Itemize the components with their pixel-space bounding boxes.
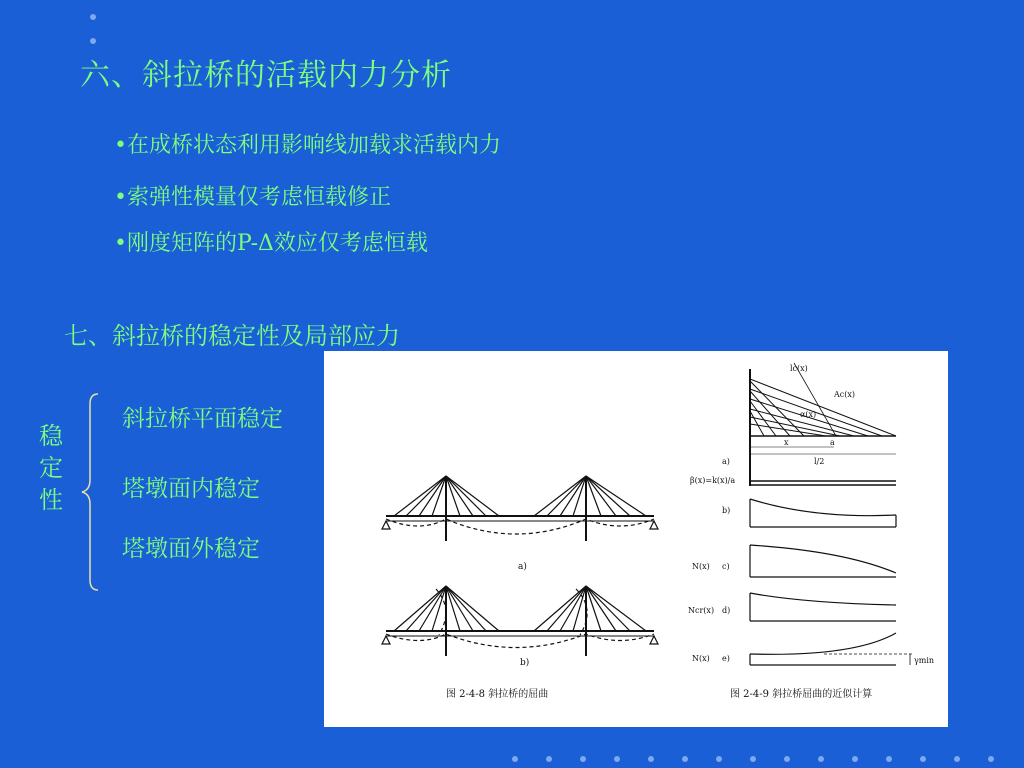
bullet-item: •在成桥状态利用影响线加载求活载内力 <box>114 133 501 158</box>
decor-dot <box>920 756 926 762</box>
decor-dot <box>614 756 620 762</box>
section7-title: 七、斜拉桥的稳定性及局部应力 <box>64 322 400 350</box>
right-d-label: d) <box>722 606 731 615</box>
bullet-item: •刚度矩阵的P-Δ效应仅考虑恒载 <box>114 231 428 256</box>
left-a-label: a) <box>518 562 527 572</box>
stability-item: 斜拉桥平面稳定 <box>122 406 283 432</box>
decor-dot <box>580 756 586 762</box>
lc-label: lc(x) <box>790 364 808 373</box>
side-label-char: 性 <box>39 486 63 514</box>
side-label-char: 稳 <box>39 422 63 450</box>
decor-dot <box>682 756 688 762</box>
right-b-label: b) <box>722 506 731 515</box>
decor-dot <box>512 756 518 762</box>
bullet-item: •索弹性模量仅考虑恒载修正 <box>114 185 391 210</box>
left-b-label: b) <box>520 658 530 668</box>
decor-dot <box>546 756 552 762</box>
decor-dot <box>648 756 654 762</box>
decor-dot <box>988 756 994 762</box>
ac-label: Ac(x) <box>834 390 856 399</box>
caption-left: 图 2-4-8 斜拉桥的屈曲 <box>446 689 549 700</box>
ymin-label: γmin <box>914 656 935 665</box>
decor-dot <box>716 756 722 762</box>
x-label: x <box>784 438 789 447</box>
right-a-label: a) <box>722 457 730 466</box>
stability-side-label <box>38 420 64 516</box>
caption-right: 图 2-4-9 斜拉桥屈曲的近似计算 <box>730 689 873 700</box>
section6-title: 六、斜拉桥的活载内力分析 <box>80 58 452 93</box>
beta-label: β(x)=k(x)/a <box>690 476 736 485</box>
curly-brace <box>80 392 104 592</box>
decor-dot <box>954 756 960 762</box>
ncrx-label: Ncr(x) <box>688 606 715 615</box>
decor-dot <box>90 38 96 44</box>
decor-dot <box>886 756 892 762</box>
stability-item: 塔墩面外稳定 <box>122 536 260 562</box>
nx-label: N(x) <box>692 654 710 663</box>
decor-dot <box>750 756 756 762</box>
buckling-figure <box>324 351 948 727</box>
stability-item: 塔墩面内稳定 <box>122 476 260 502</box>
ncx-label: N(x) <box>692 562 710 571</box>
decor-dot <box>784 756 790 762</box>
a-label: a <box>830 438 835 447</box>
right-e-label: e) <box>722 654 730 663</box>
side-label-char: 定 <box>39 454 63 482</box>
decor-dot <box>852 756 858 762</box>
decor-dot <box>90 14 96 20</box>
decor-dot <box>818 756 824 762</box>
right-c-label: c) <box>722 562 730 571</box>
l2-label: l/2 <box>814 457 825 466</box>
alpha-label: α(x) <box>800 410 817 419</box>
